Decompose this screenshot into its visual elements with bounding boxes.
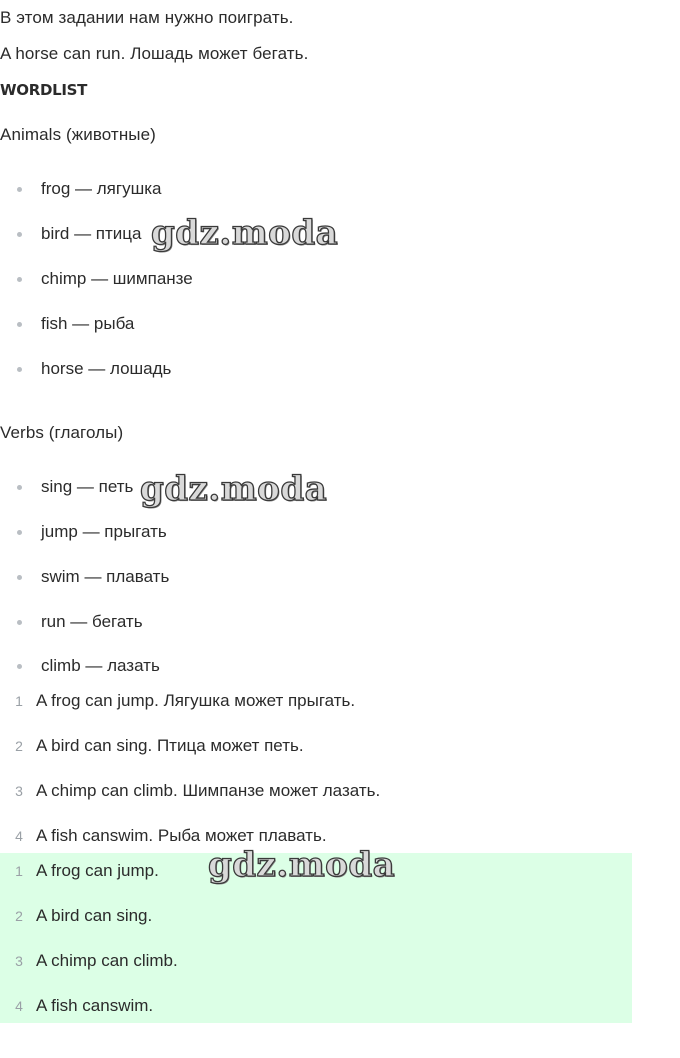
list-item-text: climb — лазать <box>41 656 160 675</box>
bullet-icon <box>17 575 22 580</box>
bullet-icon <box>17 530 22 535</box>
list-item-text: sing — петь <box>41 477 134 496</box>
item-text: A bird can sing. <box>36 906 153 925</box>
list-item-text: fish — рыба <box>41 314 135 333</box>
list-item-text: horse — лошадь <box>41 359 172 378</box>
intro-text: В этом задании нам нужно поиграть. <box>0 8 294 27</box>
bullet-icon <box>17 187 22 192</box>
item-number: 2 <box>15 908 23 924</box>
item-number: 3 <box>15 783 23 799</box>
wordlist-heading: WORDLIST <box>0 81 88 99</box>
bullet-icon <box>17 664 22 669</box>
item-text: A frog can jump. Лягушка может прыгать. <box>36 691 356 710</box>
watermark-logo: gdz.moda <box>151 213 339 253</box>
watermark-logo: gdz.moda <box>208 845 396 885</box>
bullet-icon <box>17 232 22 237</box>
verbs-title: Verbs (глаголы) <box>0 423 124 442</box>
animals-title: Animals (животные) <box>0 125 156 144</box>
item-number: 1 <box>15 693 23 709</box>
list-item-text: chimp — шимпанзе <box>41 269 193 288</box>
list-item-text: swim — плавать <box>41 567 170 586</box>
bullet-icon <box>17 620 22 625</box>
bullet-icon <box>17 367 22 372</box>
list-item-text: run — бегать <box>41 612 143 631</box>
list-item-text: bird — птица <box>41 224 142 243</box>
list-item-text: jump — прыгать <box>41 522 167 541</box>
item-text: A bird can sing. Птица может петь. <box>36 736 304 755</box>
bullet-icon <box>17 277 22 282</box>
item-number: 4 <box>15 998 23 1014</box>
item-number: 4 <box>15 828 23 844</box>
item-text: A fish canswim. Рыба может плавать. <box>36 826 327 845</box>
item-text: A fish canswim. <box>36 996 154 1015</box>
item-number: 3 <box>15 953 23 969</box>
item-text: A frog can jump. <box>36 861 159 880</box>
bullet-icon <box>17 322 22 327</box>
item-text: A chimp can climb. Шимпанзе может лазать. <box>36 781 381 800</box>
list-item-text: frog — лягушка <box>41 179 162 198</box>
item-number: 1 <box>15 863 23 879</box>
intro-example: A horse can run. Лошадь может бегать. <box>0 44 309 63</box>
bullet-icon <box>17 485 22 490</box>
watermark-logo: gdz.moda <box>140 469 328 509</box>
item-text: A chimp can climb. <box>36 951 178 970</box>
item-number: 2 <box>15 738 23 754</box>
